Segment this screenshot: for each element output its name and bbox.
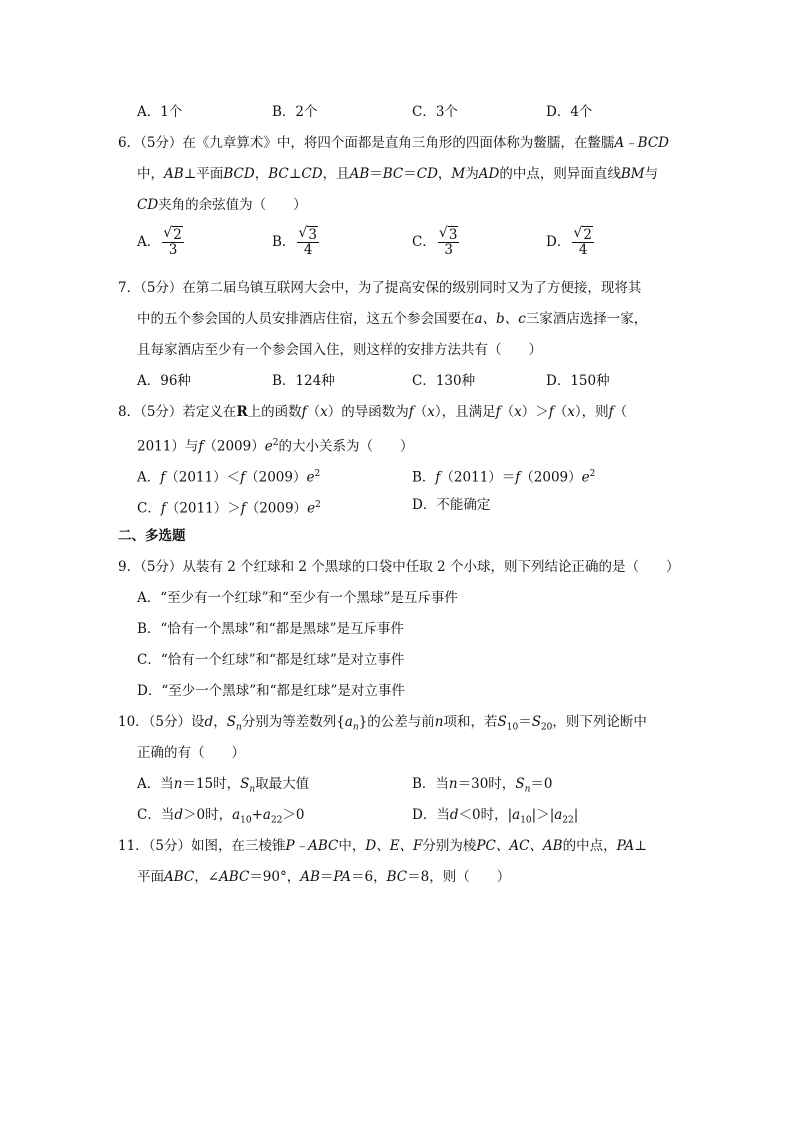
- q8-option-c: C．$f(2011)>f(2009)e^2$: [137, 500, 321, 517]
- q6-option-a: A． √ $\frac{2}{3}$: [137, 228, 184, 264]
- q6-line-2: 中，AB⊥平面BCD，BC⊥CD，且AB＝BC＝CD，M为AD的中点，则异面直线BM与: [137, 166, 659, 182]
- q10-line-1: 10．（5分）设d，$S_n$分别为等差数列$\{a_n\}$的公差与前n项和，若$S_{10}=S_{20}$，则下列论断中: [118, 714, 647, 733]
- q8-line-2: 2011）与$f(2009)e^2$的大小关系为（ ）: [137, 438, 414, 455]
- q8-option-a: A．$f(2011)<f(2009)e^2$: [137, 469, 321, 486]
- q6-option-c: C． √ $\frac{3}{3}$: [412, 228, 459, 264]
- q7-option-d: D．150种: [546, 373, 610, 389]
- q9-line-1: 9．（5分）从装有 2 个红球和 2 个黑球的口袋中任取 2 个小球，则下列结论正确的是（ ）: [118, 559, 680, 575]
- q10-option-b: B．当n＝30时，$S_n=0$: [412, 776, 553, 795]
- q7-option-b: B．124种: [272, 373, 335, 389]
- q5-option-a: A．1个: [137, 104, 183, 120]
- q10-line-2: 正确的有（ ）: [137, 745, 245, 761]
- q7-option-c: C．130种: [412, 373, 476, 389]
- q5-option-c: C．3个: [412, 104, 458, 120]
- q8-option-d: D．不能确定: [412, 497, 491, 513]
- section-heading-multiple-choice: 二、多选题: [118, 528, 186, 544]
- q8-option-b: B．$f(2011)=f(2009)e^2$: [412, 469, 596, 486]
- q9-option-c: C．“恰有一个红球”和“都是红球”是对立事件: [137, 652, 405, 668]
- q7-option-a: A．96种: [137, 373, 191, 389]
- q9-option-b: B．“恰有一个黑球”和“都是黑球”是互斥事件: [137, 621, 405, 637]
- q10-option-c: C．当d＞0时，$a_{10}+a_{22}>0$: [137, 807, 305, 826]
- q6-line-1: 6．（5分）在《九章算术》中，将四个面都是直角三角形的四面体称为鳖臑，在鳖臑A﹣BCD: [118, 135, 670, 151]
- q11-line-2: 平面ABC，∠ABC＝90°，AB＝PA＝6，BC＝8，则（ ）: [137, 869, 511, 885]
- q10-option-d: D．当d＜0时，$|a_{10}|>|a_{22}|$: [412, 807, 579, 826]
- q6-option-d: D． √ $\frac{2}{4}$: [546, 228, 594, 264]
- q9-option-d: D．“至少一个黑球”和“都是红球”是对立事件: [137, 683, 405, 699]
- q5-option-b: B．2个: [272, 104, 318, 120]
- q6-option-b: B． √ $\frac{3}{4}$: [272, 228, 319, 264]
- q7-line-1: 7．（5分）在第二届乌镇互联网大会中，为了提高安保的级别同时又为了方便接，现将其: [118, 280, 642, 296]
- q10-option-a: A．当n＝15时，$S_n$取最大值: [137, 776, 310, 795]
- q5-option-d: D．4个: [546, 104, 593, 120]
- q6-line-3: CD夹角的余弦值为（ ）: [137, 197, 307, 213]
- q9-option-a: A．“至少有一个红球”和“至少有一个黑球”是互斥事件: [137, 590, 458, 606]
- q7-line-2: 中的五个参会国的人员安排酒店住宿，这五个参会国要在a、b、c三家酒店选择一家，: [137, 311, 648, 327]
- q8-line-1: 8．（5分）若定义在R上的函数f（x）的导函数为f（x），且满足f（x）＞f（x），则f（: [118, 404, 628, 420]
- q11-line-1: 11．（5分）如图，在三棱锥P﹣ABC中，D、E、F分别为棱PC、AC、AB的中点，PA⊥: [118, 838, 647, 854]
- q7-line-3: 且每家酒店至少有一个参会国入住，则这样的安排方法共有（ ）: [137, 342, 542, 358]
